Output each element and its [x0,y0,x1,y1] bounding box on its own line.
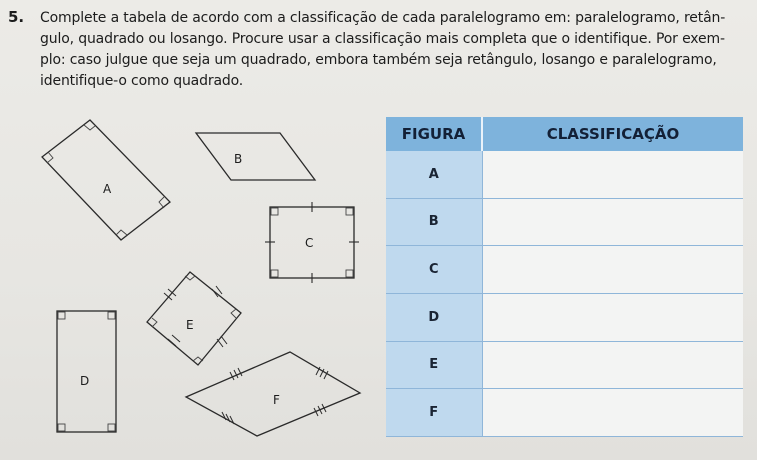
row-figure-cell: B [386,198,482,246]
row-figure-cell: F [386,389,482,437]
table-row [386,341,743,389]
exercise-line: Complete a tabela de acordo com a classificação de cada paralelogramo em: paralelogramo, retân- [40,10,726,26]
table-row [386,246,743,294]
row-classification-cell[interactable] [482,293,743,341]
header-figure: FIGURA [386,117,482,151]
table-row [386,293,743,341]
exercise-number: 5. [8,8,25,26]
row-classification-cell[interactable] [482,341,743,389]
figure-f [186,352,360,436]
figure-d-right-angle-marks [58,312,115,431]
figure-f-label: F [273,393,280,407]
figure-b [196,133,315,180]
figure-d [57,311,116,432]
figure-e-congruence-ticks [164,286,227,347]
table-header-row [386,117,743,151]
row-figure-cell: E [386,341,482,389]
figure-b-label: B [234,152,243,166]
row-classification-cell[interactable] [482,198,743,246]
figure-e [147,272,241,365]
figure-e-right-angle-marks [152,276,236,361]
exercise-line: identifique-o como quadrado. [40,73,244,89]
figure-a [42,120,170,240]
row-figure-cell: D [386,293,482,341]
exercise-line: plo: caso julgue que seja um quadrado, embora também seja retângulo, losango e paralelogramo, [40,52,717,68]
row-classification-cell[interactable] [482,246,743,294]
figure-d-label: D [80,374,90,388]
row-figure-cell: C [386,246,482,294]
row-classification-cell[interactable] [482,151,743,198]
figure-c-label: C [305,236,314,250]
row-figure-cell: A [386,151,482,198]
figure-e-shape [147,272,241,365]
table-row [386,151,743,198]
classification-table [386,117,743,437]
table-row [386,389,743,437]
figure-c [265,202,359,283]
header-classification: CLASSIFICAÇÃO [482,117,743,151]
table-row [386,198,743,246]
figure-a-shape [42,120,170,240]
figure-b-shape [196,133,315,180]
figure-e-label: E [186,318,194,332]
exercise-line: gulo, quadrado ou losango. Procure usar a classificação mais completa que o identifique. Por exem- [40,31,725,47]
row-classification-cell[interactable] [482,389,743,437]
figure-a-label: A [103,182,112,196]
figure-d-shape [57,311,116,432]
